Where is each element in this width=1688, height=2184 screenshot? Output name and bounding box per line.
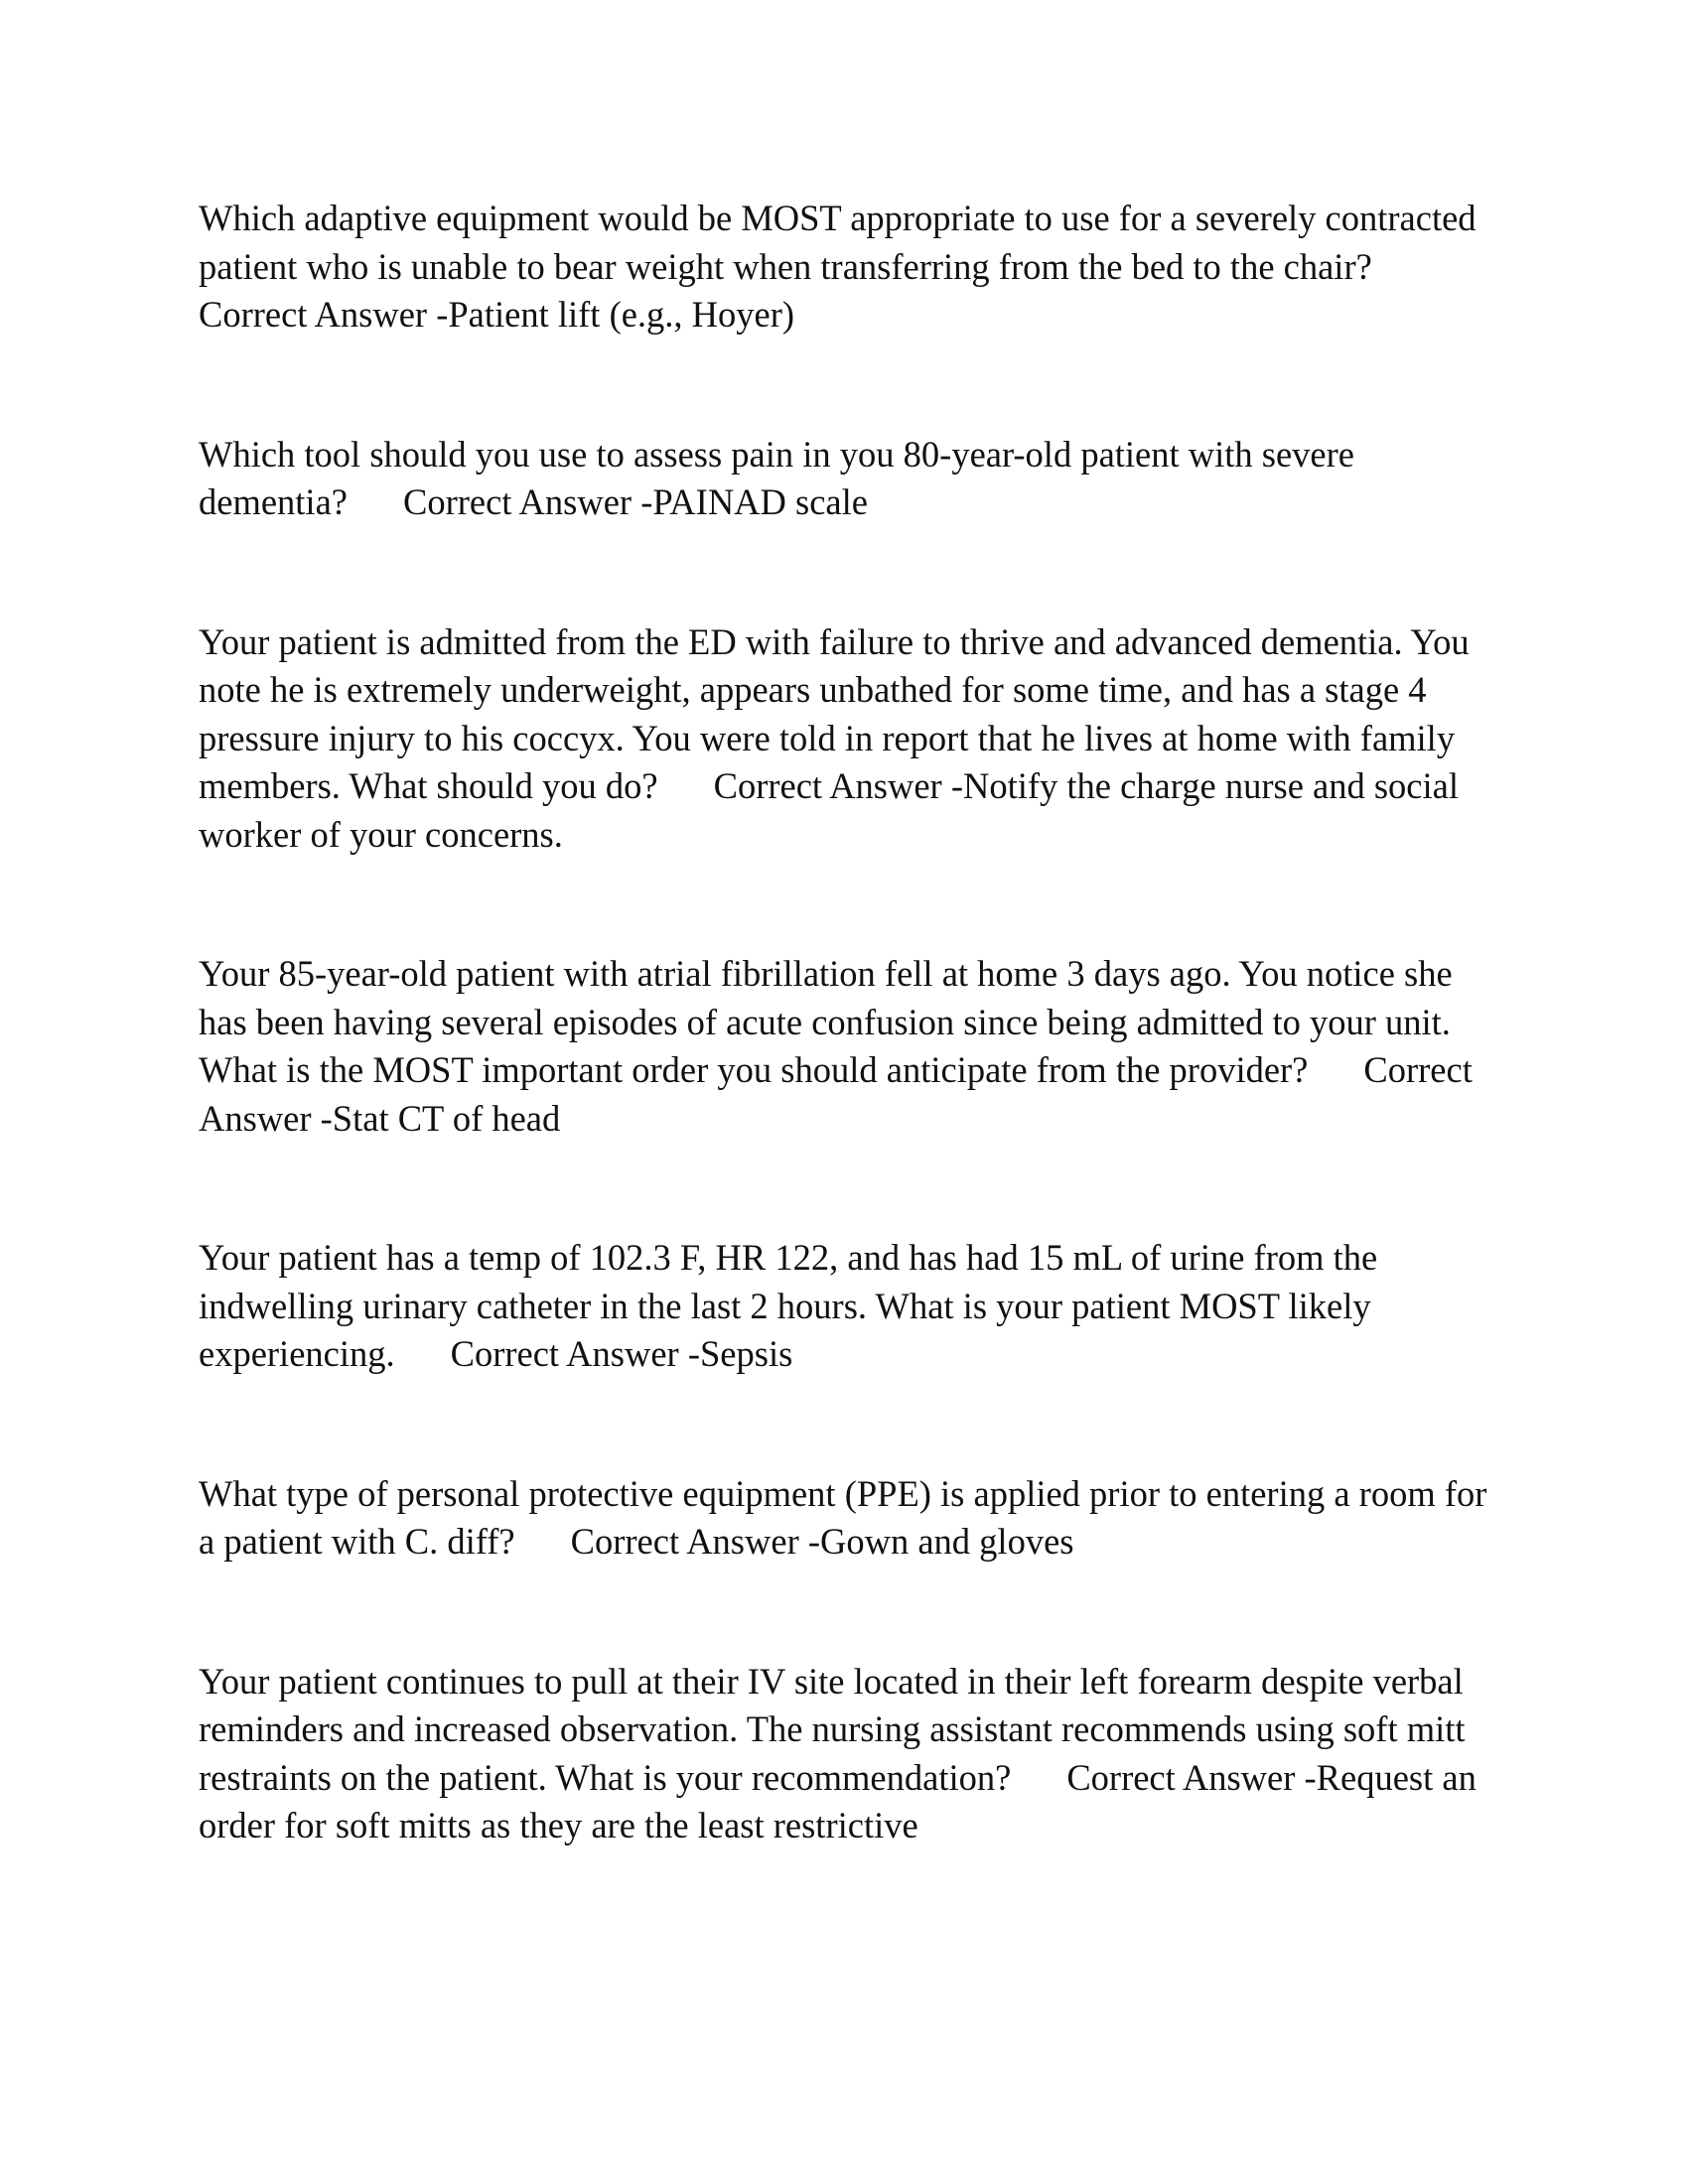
- question-text: Which tool should you use to assess pain in you 80-year-old patient with severe dementia?: [199, 433, 1354, 522]
- answer-text: Correct Answer -Patient lift (e.g., Hoyer): [199, 294, 795, 335]
- qa-item: [199, 618, 1499, 860]
- answer-text: Correct Answer -Request an order for soft mitts as they are the least restrictive: [199, 1756, 1477, 1845]
- qa-item: [199, 1470, 1499, 1567]
- qa-item: [199, 195, 1499, 340]
- question-text: Your 85-year-old patient with atrial fibrillation fell at home 3 days ago. You notice she has been having several episodes of acute confusion since being admitted to your unit. What is the MOST important order you should anticipate from the provider?: [199, 953, 1453, 1090]
- qa-item: [199, 1658, 1499, 1850]
- qa-item: [199, 950, 1499, 1143]
- question-text: Your patient continues to pull at their IV site located in their left forearm despite verbal reminders and increased observation. The nursing assistant recommends using soft mitt restraints on the patient. What is your recommendation?: [199, 1660, 1466, 1798]
- answer-text: Correct Answer -Notify the charge nurse and social worker of your concerns.: [199, 765, 1459, 855]
- answer-text: Correct Answer -Stat CT of head: [199, 1049, 1473, 1139]
- question-text: Which adaptive equipment would be MOST appropriate to use for a severely contracted patient who is unable to bear weight when transferring from the bed to the chair?: [199, 198, 1477, 287]
- question-text: Your patient has a temp of 102.3 F, HR 122, and has had 15 mL of urine from the indwelling urinary catheter in the last 2 hours. What is your patient MOST likely experiencing.: [199, 1237, 1378, 1374]
- question-text: Your patient is admitted from the ED with failure to thrive and advanced dementia. You note he is extremely underweight, appears unbathed for some time, and has a stage 4 pressure injury to his coccyx. You were told in report that he lives at home with family members. What should you do?: [199, 620, 1470, 806]
- qa-item: [199, 1234, 1499, 1379]
- qa-item: [199, 431, 1499, 527]
- qa-list: [199, 195, 1499, 1942]
- question-text: What type of personal protective equipment (PPE) is applied prior to entering a room for a patient with C. diff?: [199, 1472, 1487, 1562]
- answer-text: Correct Answer -Gown and gloves: [570, 1521, 1074, 1562]
- answer-text: Correct Answer -Sepsis: [450, 1333, 793, 1374]
- answer-text: Correct Answer -PAINAD scale: [402, 481, 868, 522]
